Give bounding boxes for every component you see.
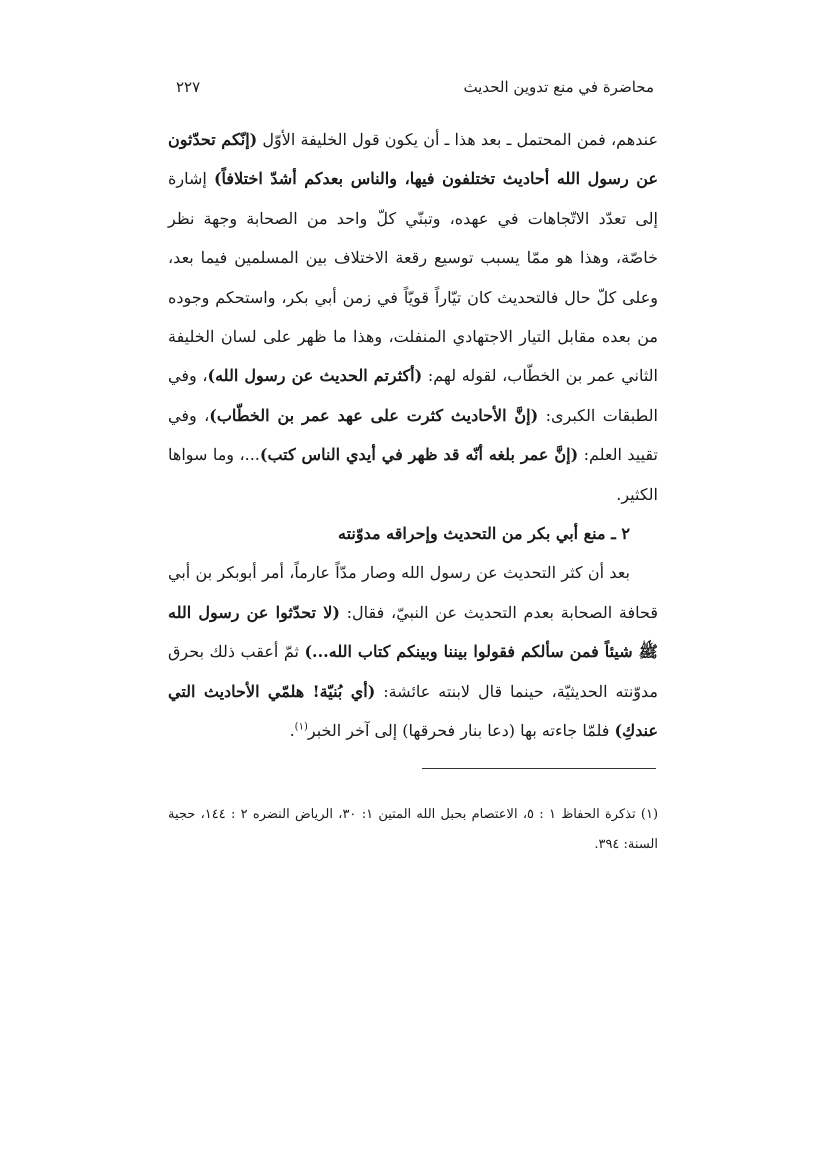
text-span: . [289,721,295,741]
running-header [176,78,654,102]
text-span: ، وفي الطبقات الكبرى: [168,366,659,425]
section-heading: ٢ ـ منع أبي بكر من التحديث وإحراقه مدوّنته [337,524,630,544]
quote-bold: (إنَّ عمر بلغه أنّه قد ظهر في أيدي الناس كتب) [259,445,579,465]
text-span: فلمّا جاءته بها (دعا بنار فحرقها) إلى آخر الخبر [307,721,615,741]
page-number: ٢٢٧ [176,78,201,96]
text-span: إشارة إلى تعدّد الاتّجاهات في عهده، وتبنّي كلّ واحد من الصحابة وجهة نظر خاصّة، وهذا هو ممّا يسبب توسيع رقعة الاختلاف بين المسلمين فيما بعد، وعلى كلّ حال فالتحديث كان تيّاراً قويّاً في زمن أبي بكر، واستحكم وجوده من بعده مقابل التيار الاجتهادي المنفلت، وهذا ما ظهر على لسان الخليفة الثاني عمر بن الخطّاب، لقوله لهم: [168,169,658,386]
footnotes [168,800,658,860]
quote-bold: (إنَّ الأحاديث كثرت على عهد عمر بن الخطّاب) [209,405,539,425]
footnote-reference[interactable]: (١) [294,721,308,733]
quote-bold: (أكثرتم الحديث عن رسول الله) [207,366,423,386]
main-text [168,120,658,751]
quote-bold: (إنّكم تحدّثون عن رسول الله أحاديث تختلفون فيها، والناس بعدكم أشدّ اختلافاً) [168,130,659,189]
quote-bold: (لا تحدّثوا عن رسول الله ﷺ شيئاً فمن سألكم فقولوا بيننا وبينكم كتاب الله...) [168,602,658,662]
footnote-1: (١) تذكرة الحفاظ ١ : ٥، الاعتصام بحبل الله المتين ١: ٣٠، الرياض النضره ٢ : ١٤٤، حجية السنة: ٣٩٤. [168,807,659,852]
text-span: ثمّ أعقب ذلك بحرق مدوّنته الحديثيّة، حينما قال لابنته عائشة: [168,642,659,701]
paragraph-1 [168,120,658,514]
text-span: ، وفي تقييد العلم: [168,405,658,465]
text-span: ...، وما سواها الكثير. [168,445,658,504]
quote-bold: (أي بُنيّة! هلمّي الأحاديث التي عندكِ) [168,681,658,741]
paragraph-2 [168,553,658,750]
running-title: محاضرة في منع تدوين الحديث [463,78,654,96]
footnote-divider [422,768,656,769]
text-span: بعد أن كثر التحديث عن رسول الله وصار مدّاً عارماً، أمر أبوبكر بن أبي قحافة الصحابة بعدم التحديث عن النبيّ، فقال: [168,563,659,622]
text-span: عندهم، فمن المحتمل ـ بعد هذا ـ أن يكون قول الخليفة الأوّل [257,130,659,149]
